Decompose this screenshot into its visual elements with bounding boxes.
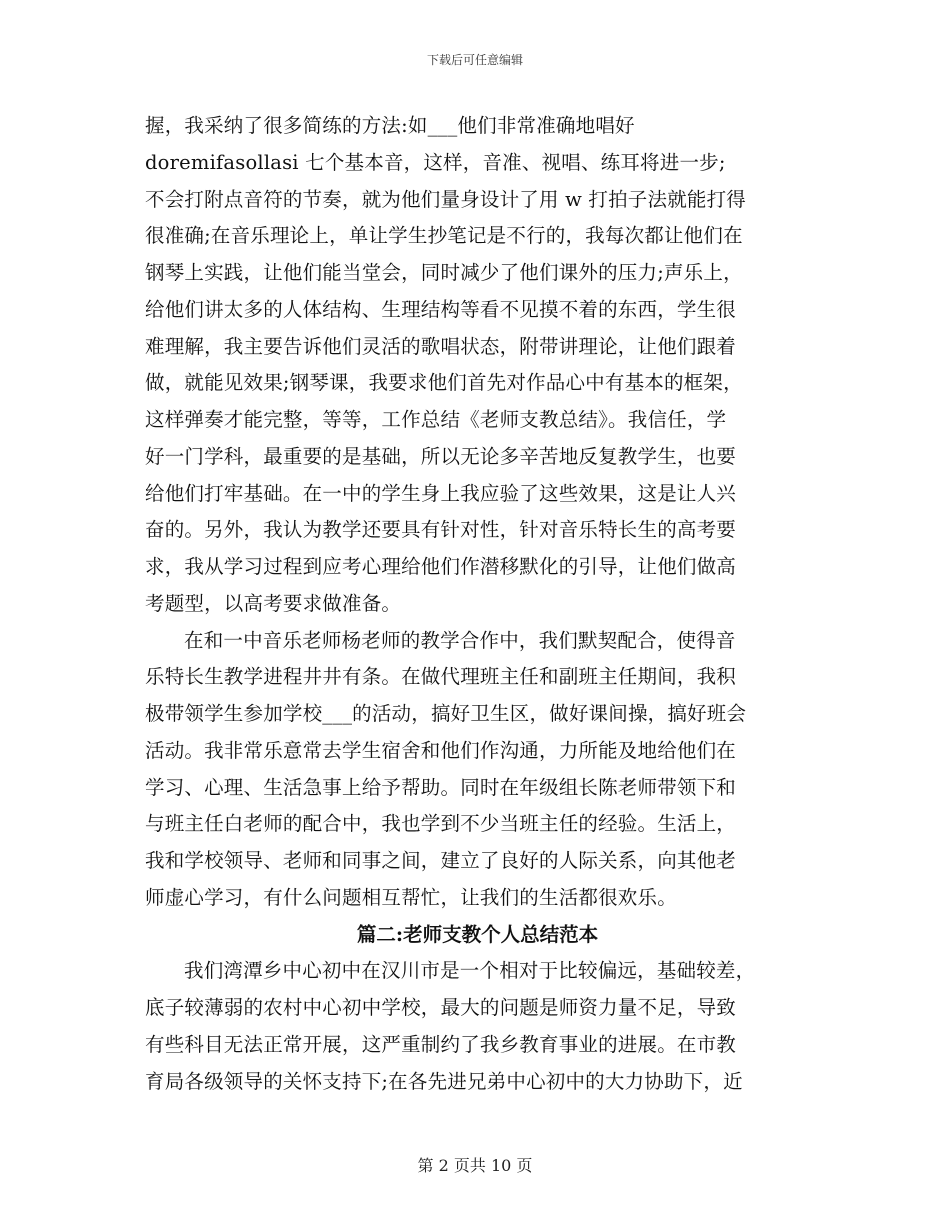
paragraph-line: 这样弹奏才能完整，等等，工作总结《老师支教总结》。我信任，学: [145, 408, 727, 431]
paragraph-line: 底子较薄弱的农村中心初中学校，最大的问题是师资力量不足，导致: [145, 996, 737, 1019]
paragraph-line: 做，就能见效果;钢琴课，我要求他们首先对作品心中有基本的框架，: [145, 371, 743, 395]
paragraph-line: 难理解，我主要告诉他们灵活的歌唱状态，附带讲理论，让他们跟着: [145, 334, 737, 358]
paragraph-line: 我和学校领导、老师和同事之间，建立了良好的人际关系，向其他老: [145, 849, 737, 872]
paragraph-line: 在和一中音乐老师杨老师的教学合作中，我们默契配合，使得音: [184, 628, 736, 652]
paragraph-line: 乐特长生教学进程井井有条。在做代理班主任和副班主任期间，我积: [145, 665, 737, 689]
page-header: 下载后可任意编辑: [426, 53, 523, 67]
paragraph-line: 奋的。另外，我认为教学还要具有针对性，针对音乐特长生的高考要: [145, 518, 737, 542]
paragraph-line: 极带领学生参加学校___的活动，搞好卫生区，做好课间操，搞好班会: [145, 702, 747, 725]
section-heading: 篇二:老师支教个人总结范本: [356, 922, 599, 946]
paragraph-line: 我们湾潭乡中心初中在汉川市是一个相对于比较偏远，基础较差，: [184, 959, 756, 983]
paragraph-line: 学习、心理、生活急事上给予帮助。同时在年级组长陈老师带领下和: [145, 775, 737, 799]
document-body: [145, 108, 810, 1100]
paragraph-line: 活动。我非常乐意常去学生宿舍和他们作沟通，力所能及地给他们在: [145, 738, 737, 762]
paragraph-line: 握，我采纳了很多简练的方法:如___他们非常准确地唱好: [145, 114, 635, 137]
paragraph-line: 求，我从学习过程到应考心理给他们作潜移默化的引导，让他们做高: [145, 555, 737, 578]
paragraph-line: 好一门学科，最重要的是基础，所以无论多辛苦地反复教学生，也要: [145, 444, 737, 468]
paragraph-line: 给他们讲太多的人体结构、生理结构等看不见摸不着的东西，学生很: [145, 297, 737, 321]
paragraph-line: 考题型，以高考要求做准备。: [145, 591, 402, 615]
paragraph-line: 不会打附点音符的节奏，就为他们量身设计了用 w 打拍子法就能打得: [145, 187, 746, 211]
paragraph-line: 师虚心学习，有什么问题相互帮忙，让我们的生活都很欢乐。: [145, 885, 677, 909]
paragraph-line: 育局各级领导的关怀支持下;在各先进兄弟中心初中的大力协助下，近: [145, 1069, 743, 1093]
paragraph-line: 很准确;在音乐理论上，单让学生抄笔记是不行的，我每次都让他们在: [145, 224, 743, 248]
paragraph-line: 钢琴上实践，让他们能当堂会，同时减少了他们课外的压力;声乐上，: [145, 261, 743, 284]
paragraph-line: doremifasollasi 七个基本音，这样，音准、视唱、练耳将进一步;: [145, 150, 726, 174]
page-footer: 第 2 页共 10 页: [417, 1156, 533, 1175]
paragraph-line: 与班主任白老师的配合中，我也学到不少当班主任的经验。生活上，: [145, 812, 737, 836]
paragraph-line: 给他们打牢基础。在一中的学生身上我应验了这些效果，这是让人兴: [145, 481, 737, 505]
paragraph-line: 有些科目无法正常开展，这严重制约了我乡教育事业的进展。在市教: [145, 1032, 737, 1056]
